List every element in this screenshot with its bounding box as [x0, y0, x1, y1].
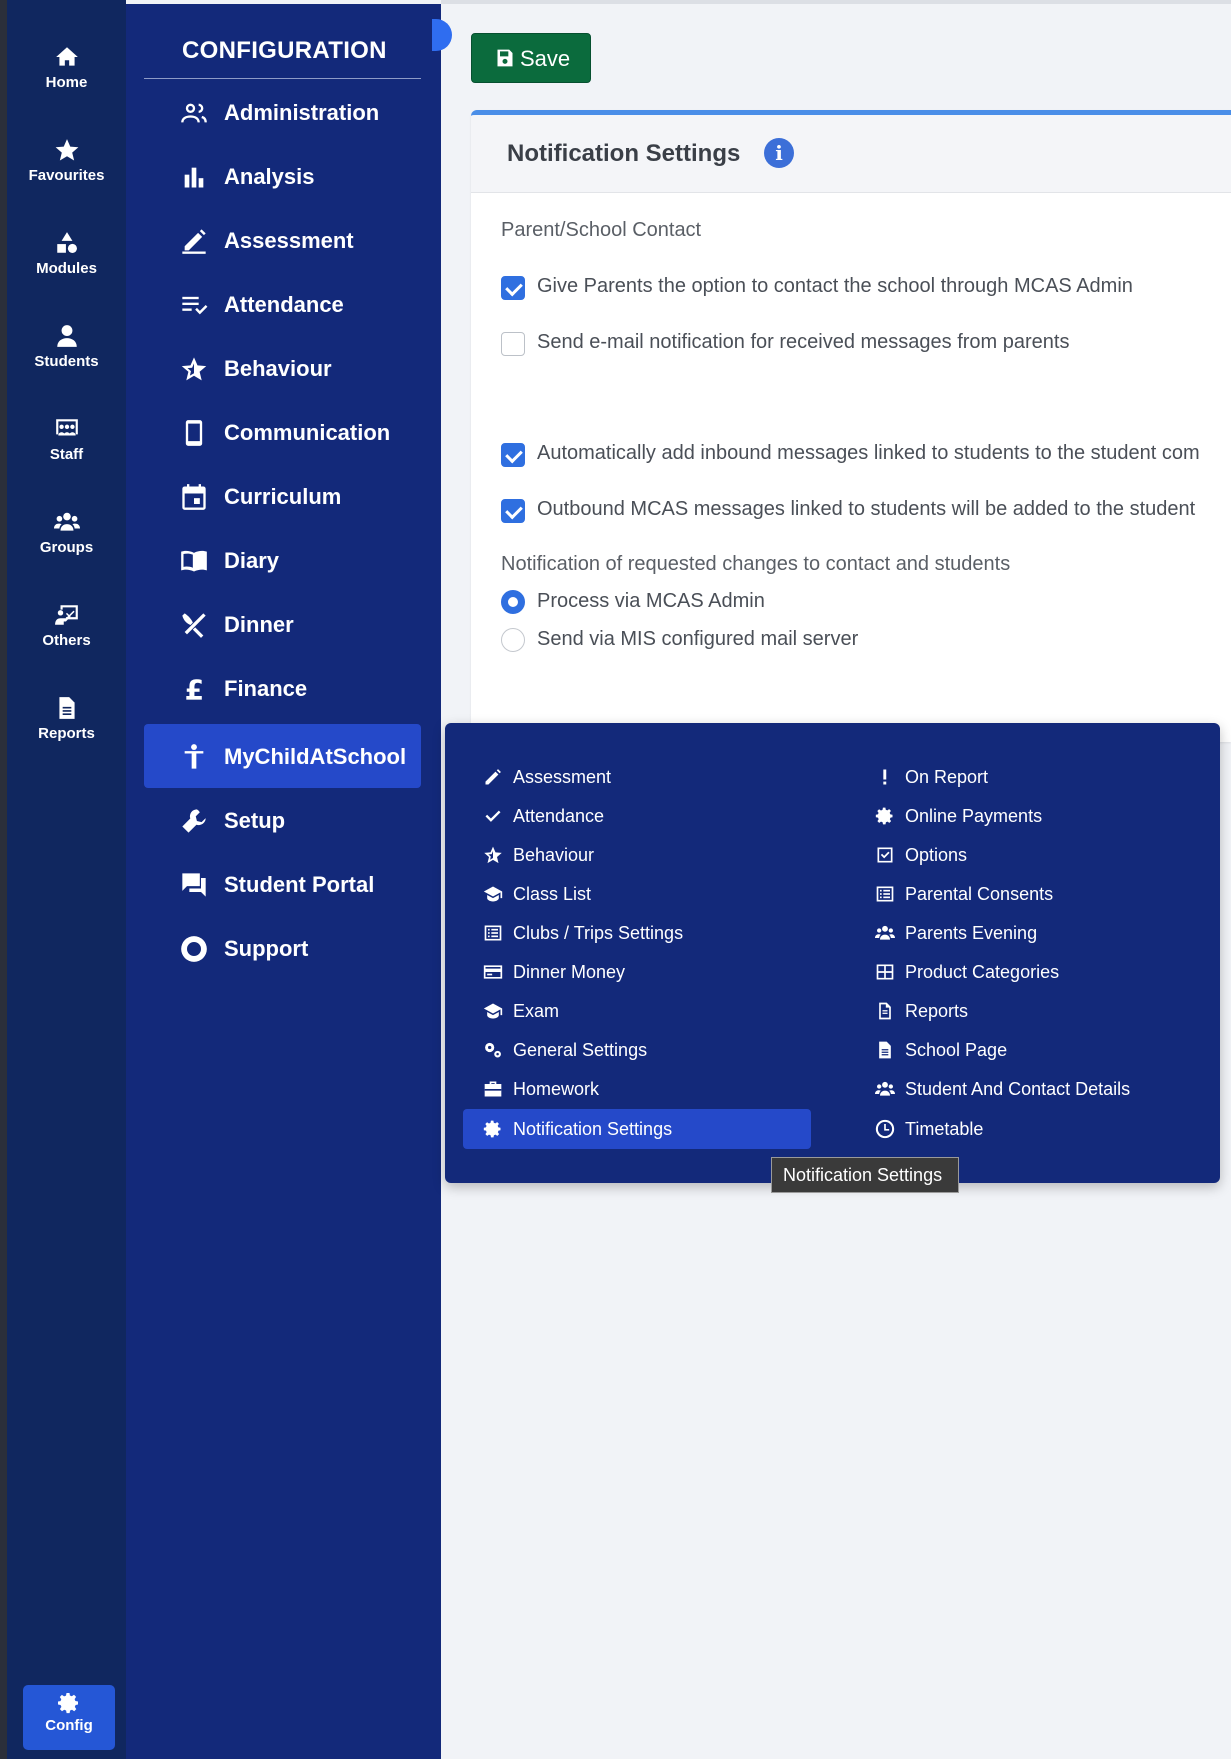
graduation-cap-icon [483, 884, 503, 904]
floppy-disk-icon [495, 48, 515, 68]
card-header [471, 115, 1231, 193]
config-item-attendance[interactable] [144, 272, 421, 336]
rail-item-others[interactable] [7, 602, 126, 649]
config-item-label: Dinner [224, 612, 294, 637]
rail-item-config[interactable] [23, 1685, 115, 1750]
option-label: Give Parents the option to contact the school through MCAS Admin [537, 275, 1133, 297]
submenu-item-behaviour[interactable] [463, 835, 811, 875]
bar-chart-icon [180, 163, 208, 191]
rail-item-label: Others [42, 632, 91, 649]
chalkboard-icon [54, 602, 80, 628]
submenu-item-online-payments[interactable] [855, 796, 1203, 836]
rail-item-label: Groups [39, 539, 94, 556]
submenu-item-label: Student And Contact Details [905, 1079, 1131, 1099]
config-item-behaviour[interactable] [144, 336, 421, 400]
submenu-item-parents-evening[interactable] [855, 913, 1203, 953]
rail-item-groups[interactable] [7, 509, 126, 556]
staff-board-icon [54, 416, 80, 442]
config-item-analysis[interactable] [144, 144, 421, 208]
submenu-item-label: Parents Evening [905, 923, 1038, 943]
submenu-item-label: Options [905, 845, 968, 865]
radio-label: Send via MIS configured mail server [537, 628, 859, 650]
checkbox-checked[interactable] [501, 499, 525, 523]
users-icon [875, 923, 895, 943]
shapes-icon [54, 230, 80, 256]
config-item-label: Assessment [224, 228, 354, 253]
utensils-cross-icon [180, 611, 208, 639]
save-label: Save [520, 46, 571, 71]
rail-item-label: Reports [38, 725, 95, 742]
rail-item-label: Staff [49, 446, 84, 463]
config-item-label: Administration [224, 100, 380, 125]
mychildatschool-submenu [445, 723, 1220, 1183]
cogs-icon [483, 1040, 503, 1060]
config-item-label: Attendance [224, 292, 344, 317]
submenu-item-label: Product Categories [905, 962, 1060, 982]
gear-icon [483, 1119, 503, 1139]
config-item-assessment[interactable] [144, 208, 421, 272]
rail-item-home[interactable] [7, 44, 126, 91]
users-icon [875, 1079, 895, 1099]
rail-item-label: Modules [36, 260, 97, 277]
rail-item-modules[interactable] [7, 230, 126, 277]
submenu-item-options[interactable] [855, 835, 1203, 875]
config-item-label: Student Portal [224, 872, 375, 897]
check-icon [483, 806, 503, 826]
config-item-dinner[interactable] [144, 592, 421, 656]
submenu-item-assessment[interactable] [463, 757, 811, 797]
config-item-mychildatschool[interactable] [144, 724, 421, 788]
configuration-title: CONFIGURATION [182, 37, 387, 64]
config-item-student-portal[interactable] [144, 852, 421, 916]
divider [144, 78, 421, 79]
config-item-diary[interactable] [144, 528, 421, 592]
config-item-label: MyChildAtSchool [224, 744, 407, 769]
star-outline-icon [180, 355, 208, 383]
rail-item-label: Students [34, 353, 99, 370]
config-item-finance[interactable] [144, 656, 421, 720]
gear-icon [57, 1691, 81, 1715]
ring-icon [180, 935, 208, 963]
config-item-support[interactable] [144, 916, 421, 980]
checkbox-checked[interactable] [501, 276, 525, 300]
option-label: Automatically add inbound messages linked to students to the student com [537, 442, 1200, 464]
submenu-item-label: Attendance [513, 806, 605, 826]
submenu-item-label: Assessment [513, 767, 612, 787]
rail-config-label: Config [45, 1717, 93, 1734]
submenu-item-timetable[interactable] [855, 1109, 1203, 1149]
section-label-changes: Notification of requested changes to contact and students [501, 553, 1011, 575]
config-item-curriculum[interactable] [144, 464, 421, 528]
radio-unselected[interactable] [501, 628, 525, 652]
submenu-item-class-list[interactable] [463, 874, 811, 914]
submenu-item-label: Behaviour [513, 845, 595, 865]
list-check-icon [180, 291, 208, 319]
checkbox-icon [875, 845, 895, 865]
submenu-item-student-contact-details[interactable] [855, 1069, 1203, 1109]
tooltip: Notification Settings [771, 1157, 959, 1193]
option-label: Outbound MCAS messages linked to students will be added to the student [537, 498, 1196, 520]
calendar-icon [180, 483, 208, 511]
checkbox-unchecked[interactable] [501, 332, 525, 356]
rail-item-staff[interactable] [7, 416, 126, 463]
config-item-label: Behaviour [224, 356, 332, 381]
rail-item-favourites[interactable] [7, 137, 126, 184]
pencil-icon [483, 767, 503, 787]
top-strip [441, 0, 1231, 4]
option-label: Send e-mail notification for received messages from parents [537, 331, 1070, 353]
config-item-setup[interactable] [144, 788, 421, 852]
rail-item-label: Home [45, 74, 88, 91]
pencil-line-icon [180, 227, 208, 255]
radio-selected[interactable] [501, 590, 525, 614]
file-icon [875, 1040, 895, 1060]
svg-text:£: £ [184, 675, 205, 703]
clock-icon [875, 1119, 895, 1139]
config-item-label: Analysis [224, 164, 315, 189]
configuration-menu [126, 4, 441, 1759]
list-alt-icon [875, 884, 895, 904]
config-item-label: Diary [224, 548, 280, 573]
book-open-icon [180, 547, 208, 575]
mobile-phone-icon [180, 419, 208, 447]
star-icon [54, 137, 80, 163]
credit-card-icon [483, 962, 503, 982]
submenu-item-label: General Settings [513, 1040, 648, 1060]
rail-item-label: Favourites [28, 167, 105, 184]
submenu-item-school-page[interactable] [855, 1030, 1203, 1070]
submenu-item-label: On Report [905, 767, 989, 787]
rail-item-students[interactable] [7, 323, 126, 370]
graduation-cap-icon [483, 1001, 503, 1021]
submenu-item-label: Online Payments [905, 806, 1043, 826]
config-item-administration[interactable] [144, 80, 421, 144]
submenu-item-label: School Page [905, 1040, 1008, 1060]
radio-label: Process via MCAS Admin [537, 590, 765, 612]
submenu-item-parental-consents[interactable] [855, 874, 1203, 914]
submenu-item-label: Exam [513, 1001, 560, 1021]
submenu-item-label: Dinner Money [513, 962, 626, 982]
save-button[interactable] [471, 33, 591, 83]
submenu-item-on-report[interactable] [855, 757, 1203, 797]
submenu-item-clubs-trips[interactable] [463, 913, 811, 953]
page-title: Notification Settings [507, 140, 741, 167]
submenu-item-label: Notification Settings [513, 1119, 673, 1139]
submenu-item-exam[interactable] [463, 991, 811, 1031]
submenu-item-label: Homework [513, 1079, 600, 1099]
submenu-item-attendance[interactable] [463, 796, 811, 836]
checkbox-checked[interactable] [501, 443, 525, 467]
submenu-item-product-categories[interactable] [855, 952, 1203, 992]
pound-sign-icon [180, 675, 208, 703]
wrench-icon [180, 807, 208, 835]
users-icon [54, 509, 80, 535]
submenu-item-dinner-money[interactable] [463, 952, 811, 992]
file-outline-icon [875, 1001, 895, 1021]
submenu-item-label: Timetable [905, 1119, 984, 1139]
accessibility-person-icon [180, 743, 208, 771]
submenu-item-homework[interactable] [463, 1069, 811, 1109]
user-icon [54, 323, 80, 349]
home-icon [54, 44, 80, 70]
submenu-item-reports[interactable] [855, 991, 1203, 1031]
section-label-contact: Parent/School Contact [501, 219, 702, 241]
config-item-communication[interactable] [144, 400, 421, 464]
submenu-item-notification-settings[interactable] [463, 1109, 811, 1149]
gear-icon [875, 806, 895, 826]
config-item-label: Support [224, 936, 309, 961]
table-icon [875, 962, 895, 982]
submenu-item-label: Reports [905, 1001, 969, 1021]
config-item-label: Finance [224, 676, 308, 701]
collapse-handle[interactable] [432, 19, 452, 51]
file-icon [54, 695, 80, 721]
submenu-item-label: Parental Consents [905, 884, 1054, 904]
star-outline-icon [483, 845, 503, 865]
notification-settings-card [471, 110, 1231, 742]
info-icon[interactable]: i [764, 138, 794, 168]
config-item-label: Curriculum [224, 484, 342, 509]
chat-bubbles-icon [180, 871, 208, 899]
left-rail [0, 0, 126, 1759]
rail-item-reports[interactable] [7, 695, 126, 742]
config-item-label: Communication [224, 420, 391, 445]
config-item-label: Setup [224, 808, 286, 833]
briefcase-icon [483, 1079, 503, 1099]
exclamation-icon [875, 767, 895, 787]
submenu-item-label: Clubs / Trips Settings [513, 923, 684, 943]
list-icon [483, 923, 503, 943]
users-outline-icon [180, 99, 208, 127]
submenu-item-general-settings[interactable] [463, 1030, 811, 1070]
submenu-item-label: Class List [513, 884, 592, 904]
